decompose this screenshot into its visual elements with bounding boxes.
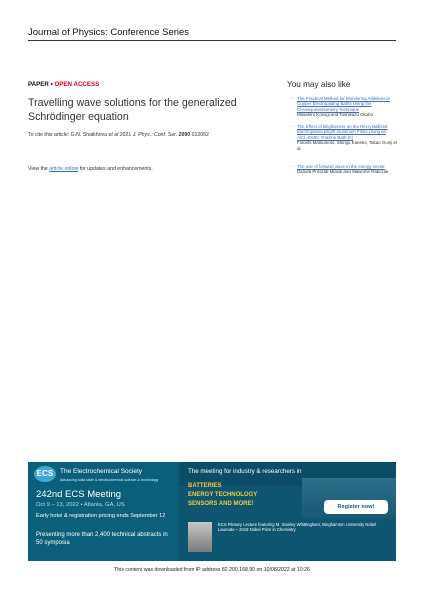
ad-tag: SENSORS AND MORE! [188, 501, 254, 507]
plenary-lecture-text: ECS Plenary Lecture featuring M. Stanley Whittingham, Binghamton University Nobel Laureate – 2019 Nobel Prize in Chemistry [218, 522, 377, 533]
paper-label: PAPER [28, 81, 49, 88]
ecs-org-tagline: Advancing solid state & electrochemical science & technology [60, 477, 159, 482]
ecs-advertisement-banner[interactable] [28, 462, 396, 561]
ecs-logo: ECS [34, 466, 56, 482]
related-article [297, 96, 397, 118]
citation-line [28, 132, 209, 138]
ecs-org-name [60, 468, 175, 484]
cite-year: 2021 [118, 132, 133, 138]
article-online-link[interactable]: article online [49, 166, 79, 172]
early-pricing-text: Early hotel & registration pricing ends September 12 [36, 513, 166, 519]
cite-etal: et al [108, 132, 119, 138]
meeting-title: 242nd ECS Meeting [36, 489, 122, 500]
related-article-authors: Danuta Proszak-Miasik and Sławomir Rabczak [297, 169, 389, 175]
ad-tag: BATTERIES [188, 483, 222, 489]
article-title: Travelling wave solutions for the generalized Schrödinger equation [28, 97, 237, 123]
view-prefix: View the [28, 166, 50, 172]
related-article-title-link[interactable]: - The Effect of Brighteners on the Recrystallized Electroplated Bright Aluminum Films Using an AlCl₃-EMIC-Triazine Bath (II) [297, 124, 388, 140]
ad-headline: The meeting for industry & researchers in [188, 468, 302, 475]
cite-prefix: To cite this article: G.N. Shaikhova [28, 132, 109, 138]
journal-name: Journal of Physics: Conference Series [28, 27, 190, 38]
related-article-title-link[interactable]: - The use of forward wave in the energy sector [297, 164, 385, 169]
ad-tag: ENERGY TECHNOLOGY [188, 492, 258, 498]
article-badge: PAPER • OPEN ACCESS [28, 81, 100, 88]
meeting-dates: Oct 9 – 13, 2022 • Atlanta, GA, US [36, 502, 125, 508]
related-article-authors: Futoshi Matsumoto, Shingo Kaneko, Takao Gunji et al. [297, 140, 397, 151]
related-article [297, 164, 397, 175]
header-rule [28, 40, 396, 41]
download-footer: This content was downloaded from IP address 82.200.168.90 on 10/08/2022 at 10:26 [114, 567, 310, 573]
speaker-portrait [188, 522, 212, 552]
cite-number: 012062 [190, 132, 209, 138]
open-access-label: OPEN ACCESS [54, 81, 100, 88]
cite-journal: J. Phys.: Conf. Ser. [132, 132, 178, 138]
cite-volume: 2090 [177, 132, 191, 138]
presenting-text: Presenting more than 2,400 technical abstracts in 50 symposia [36, 532, 168, 546]
register-now-button[interactable]: Register now! [324, 500, 388, 514]
view-online-line [28, 166, 153, 172]
view-suffix: for updates and enhancements. [78, 166, 153, 172]
related-article [297, 124, 397, 151]
ad-topic-tags [188, 482, 257, 509]
related-article-authors: Masahiro Kosugi and Toshikazu Okubo [297, 112, 374, 118]
sidebar-heading: You may also like [287, 80, 351, 89]
related-article-title-link[interactable]: - The Practical Method for Monitoring Additives in Copper Electroplating Baths Using the Chronopotentiometry Technique [297, 96, 390, 112]
ecs-org-title: The Electrochemical Society [60, 468, 143, 475]
